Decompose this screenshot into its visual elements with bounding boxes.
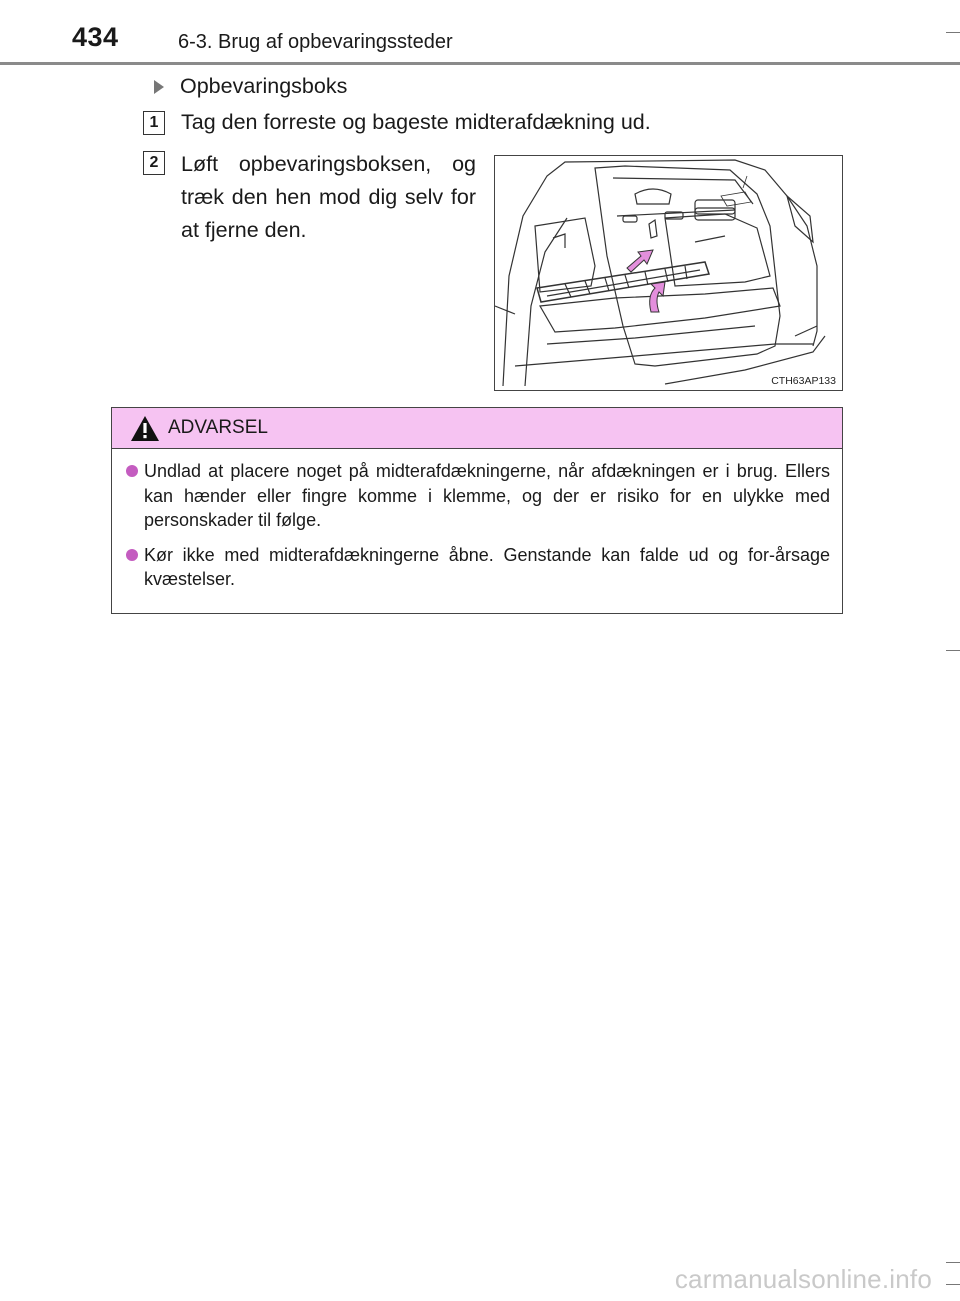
crop-mark	[946, 1284, 960, 1285]
section-title: 6-3. Brug af opbevaringssteder	[178, 31, 453, 53]
subheading-text: Opbevaringsboks	[180, 74, 348, 98]
warning-item-text: Undlad at placere noget på midterafdækningerne, når afdækningen er i brug. Ellers kan hænder eller fingre komme i klemme, og der er risiko for en ulykke med personskader til følge.	[144, 461, 830, 530]
step-number-1: 1	[143, 111, 165, 135]
bullet-dot-icon	[126, 465, 138, 477]
car-trunk-illustration	[495, 156, 842, 390]
warning-header	[112, 408, 842, 449]
crop-mark	[946, 1262, 960, 1263]
step-2-text: Løft opbevaringsboksen, og træk den hen mod dig selv for at fjerne den.	[181, 152, 476, 242]
warning-title: ADVARSEL	[168, 417, 268, 438]
triangle-bullet-icon	[154, 80, 164, 94]
page-number: 434	[72, 22, 119, 52]
crop-mark	[946, 32, 960, 33]
warning-triangle-icon	[130, 415, 160, 442]
image-code: CTH63AP133	[771, 375, 836, 387]
header-divider	[0, 62, 960, 65]
crop-mark	[946, 650, 960, 651]
step-1-text: Tag den forreste og bageste midterafdækning ud.	[181, 110, 651, 134]
step-number-2: 2	[143, 151, 165, 175]
bullet-dot-icon	[126, 549, 138, 561]
watermark: carmanualsonline.info	[674, 1264, 932, 1294]
warning-item-text: Kør ikke med midterafdækningerne åbne. Genstande kan falde ud og for-årsage kvæstelser.	[144, 544, 830, 589]
warning-item	[126, 543, 830, 592]
warning-item	[126, 459, 830, 533]
warning-box	[111, 407, 843, 614]
warning-list	[112, 449, 842, 592]
subheading	[154, 74, 347, 99]
trunk-illustration	[494, 155, 843, 391]
